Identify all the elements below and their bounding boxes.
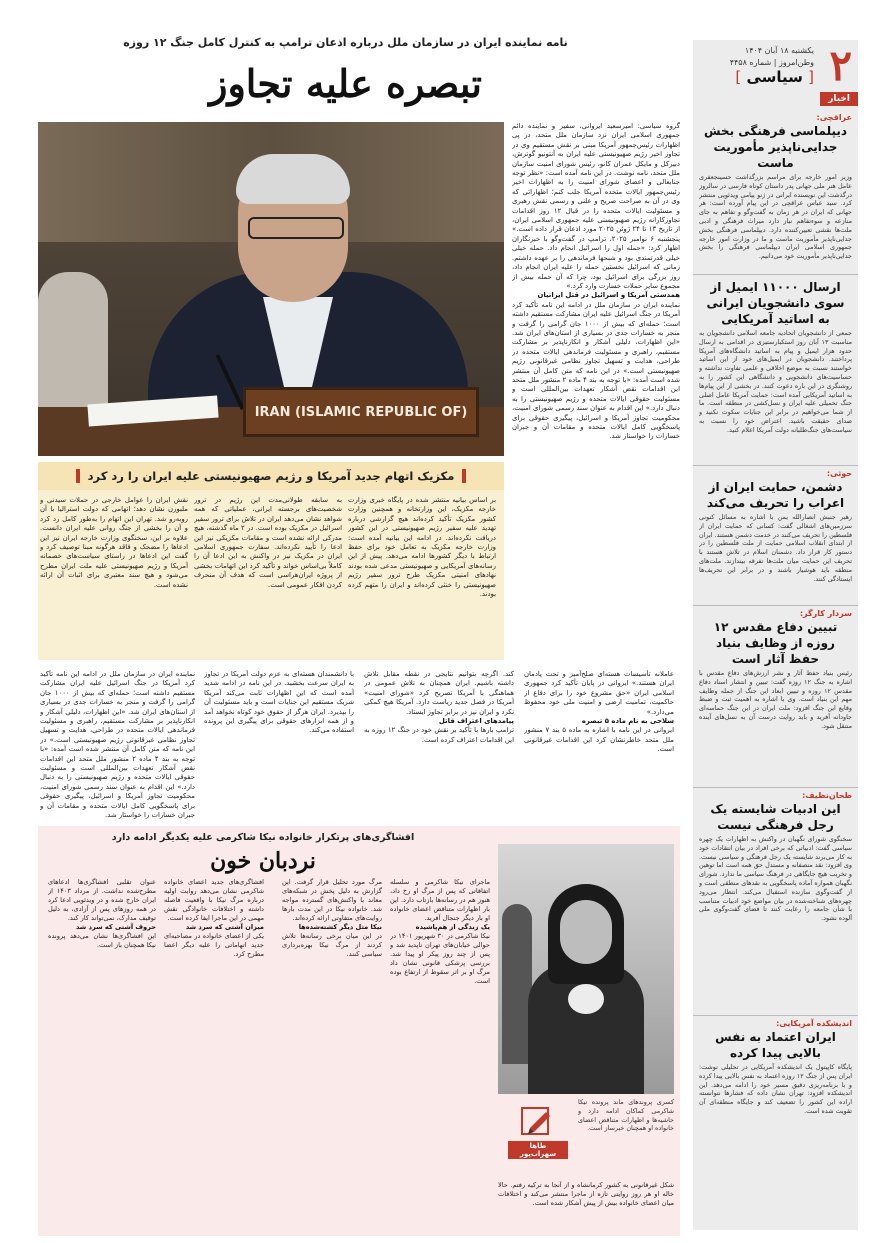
article-subheading: پیامدهای اعتراف قاتل [438,717,514,726]
photo-speaker-glasses [248,217,344,239]
feature-column [282,878,382,1230]
section-name [735,68,814,86]
feature-text: یکی از اعضای خانواده در مصاحبه‌ای جدید اتهاماتی را علیه دیگر اعضا مطرح کرد. [164,932,264,958]
section-label: سیاسی [746,68,803,86]
banner-accent-bar [462,469,466,483]
article-text: کند. اگرچه بتوانیم نتایجی در نقطه مقابل تلاش داشته باشیم. ایران همچنان به تلاش عمومی در هماهنگی با آمریکا تصریح کرد «شورای امنیت» آمریکا در فصل جدید ریاست دارد. آمریکا هیچ کمکی نکرد و ایران نیز در برابر تجاوز ایستاد. [364,670,514,716]
author-name: طاها سهراب‌پور [508,1141,568,1159]
sidebar-news-item[interactable] [693,788,858,1016]
article-text: ترامپ بارها با تأکید بر نقش خود در جنگ ۱۲ روزه به این اقدامات اعتراف کرده است. [364,726,514,744]
photo-flowers [568,984,604,1014]
sub-article-header [38,462,504,490]
news-headline[interactable]: این ادبیات شایسته یک رجل فرهنگی نیست [710,802,841,832]
feature-photo-caption: کسری پروندهای ماند پرونده نیکا شاکرمی کماکان ادامه دارد و حاشیه‌ها و اظهارات متناقض اعضای خانواده او همچنان خبرساز است. [578,1098,674,1133]
feature-text: این افشاگری‌ها نشان می‌دهد پرونده نیکا همچنان باز است. [48,932,156,949]
sub-article-box [38,490,504,660]
sidebar [693,40,858,1230]
article-title[interactable]: تبصره علیه تجاوز [209,61,482,106]
news-body: پایگاه کاپیتول یک اندیشکده آمریکایی در تحلیلی نوشت: ایران پس از جنگ ۱۲ روزه اعتماد به نفس بالایی پیدا کرده و با برنامه‌ریزی دقیق مسیر خود را ادامه می‌دهد. این اندیشکده افزود: تهران نشان داده که فشارها نتوانسته اراده این کشور را تضعیف کند و جایگاه منطقه‌ای آن تقویت شده است. [699,1063,852,1115]
article-lead-text: گروه سیاسی: امیرسعید ایروانی، سفیر و نماینده دائم جمهوری اسلامی ایران نزد سازمان ملل متحد، در پی اظهارات رئیس‌جمهور آمریکا مبنی بر نقش مستقیم وی در تجاوز اخیر رژیم صهیونیستی علیه ایران به آنتونیو گوترش، دبیرکل و مایکل عمران کانو، رئیس شورای امنیت سازمان ملل متحد، نامه نوشت. در این نامه آمده است: «نظر توجه جنابعالی و اعضای شورای امنیت را به اظهارات اخیر رئیس‌جمهور ایالات متحده آمریکا جلب کنم؛ اظهاراتی که وی در آن به صراحت صریح و علنی و رسمی نقش رهبری و مسئولیت ایالات متحده را در قبال ۱۲ روز اقدامات تجاوزکارانه رژیم صهیونیستی علیه جمهوری اسلامی ایران، از تاریخ ۱۳ تا ۲۴ ژوئن ۲۰۲۵ مورد اذعان قرار داده است.» پنجشنبه ۶ نوامبر ۲۰۲۵، ترامپ در گفت‌وگو با خبرنگاران اظهار کرد: «حمله اول را اسرائیل انجام داد. حمله خیلی خیلی قدرتمندی بود و شبحها فرماندهی را بر عهده داشتم. زمانی که اسرائیل نخستین حمله را علیه ایران انجام داد، روز بزرگی برای اسرائیل بود، چرا که آن حمله بیش از مجموع سایر حملات خسارت وارد کرد.» [512,122,680,290]
page-number: ۲ [829,41,852,90]
news-headline[interactable]: دشمن، حمایت ایران از اعراب را تحریف می‌کند [706,480,845,510]
news-headline[interactable]: دیپلماسی فرهنگی بخش جدایی‌ناپذیر مأموریت ماست [703,124,848,170]
article-continued-column [204,670,354,820]
sidebar-news-list [693,110,858,1147]
sidebar-news-item[interactable] [693,1016,858,1147]
article-text: نماینده ایران در سازمان ملل در ادامه این نامه تأکید کرد آمریکا در جنگ اسرائیل علیه ایران مشارکت مستقیم داشته است؛ حمله‌ای که بیش از ۱۰۰۰ جان گرامی را گرفت و منجر به خسارات جدی در بسیاری از استان‌های ایران شد. «این اظهارات، دلیلی آشکار و انکارناپذیر بر مشارکت مستقیم، راهبری و مسئولیت فرماندهی ایالات متحده در طراحی، هدایت و تسهیل تجاوز نظامی غیرقانونی رژیم صهیونیستی است.» در این نامه که متن کامل آن منتشر شده است آمده: «با توجه به بند ۴ ماده ۲ منشور ملل متحد این اقدامات نقض آشکار تعهدات بین‌المللی است و مسئولیت حقوقی ایالات متحده و رژیم صهیونیستی را به دنبال دارد.» این اقدام به عنوان سند رسمی شورای امنیت، محکومیت تجاوز آمریکا و اسرائیل، پیگیری حقوقی برای پاسخگویی کامل ایالات متحده و مقامات آن و جبران خسارات را خواستار شد. [40,670,195,820]
sub-article-column: به سابقه طولانی‌مدت این رژیم در ترور شخصیت‌های برجسته ایرانی، عملیاتی که همه شواهد نشان می‌دهد ایران در تلاش برای ترور سفیر اسرائیل در مکزیک بوده است. در ۲ ماه گذشته، هیچ مدرکی ارائه نشده است و مقامات مکزیکی نیز این ادعا را تأیید نکرده‌اند. سفارت جمهوری اسلامی ایران در مکزیک نیز در واکنش به این ادعا آن را کاملاً بی‌اساس خواند و تأکید کرد این اتهامات بخشی از پروژه ایران‌هراسی است که هدف آن منحرف کردن افکار عمومی است. [194,496,342,589]
news-kicker: سردار کارگر: [799,609,852,618]
feature-text: افشاگری‌های جدید اعضای خانواده شاکرمی نشان می‌دهد روایت اولیه درباره مرگ نیکا با واقعیت فاصله داشته و اختلافات خانوادگی نقش مهمی در این ماجرا ایفا کرده است. [164,878,264,922]
feature-column [164,878,264,1230]
sub-article-title[interactable]: مکزیک اتهام جدید آمریکا و رژیم صهیونیستی علیه ایران را رد کرد [87,469,455,483]
author-byline [508,1104,568,1174]
feature-subheading: میزان آشتی که سرد شد [185,923,264,931]
article-text: با دانشمندان هسته‌ای به عزم دولت آمریکا در تجاوز به ایران سرعت بخشید. در این نامه در ادامه شدید آمده است که این اظهارات ثابت می‌کند آمریکا شریک مستقیم این جنایات است و باید مسئولیت آن را بپذیرد. ایران هرگز از حقوق خود کوتاه نخواهد آمد و از همه ابزارهای حقوقی برای پیگیری این پرونده استفاده می‌کند. [204,670,354,735]
feature-subheading: حروف آشتی که سرد شد [76,923,156,931]
article-continued-column [40,670,195,820]
news-kicker: حوثی: [826,469,852,478]
sidebar-news-item[interactable] [693,275,858,466]
feature-subheading: نیکا مثل دیگر کشته‌شده‌ها [298,923,382,931]
issue-number: وطن‌امروز | شماره ۴۴۵۸ [729,58,814,67]
news-tag: اخبار [820,92,858,106]
bracket-close: ] [735,68,742,86]
feature-bottom-text: شکل غیرقانونی به کشور کرمانشاه و از آنجا به ترکیه رفتم. حالا خاله او هر روز روایتی تازه از ماجرا منتشر می‌کند و اختلافات میان اعضای خانواده بیش از پیش آشکار شده است. [498,1181,674,1207]
article-text: ایروانی در این نامه با اشاره به ماده ۵ بند ۷ منشور ملل متحد خاطرنشان کرد این اقدامات غیرقانونی است. [524,726,674,754]
news-headline[interactable]: ارسال ۱۱۰۰۰ ایمیل از سوی دانشجویان ایرانی به اساتید آمریکایی [706,280,845,326]
feature-text: مرگ مورد تحلیل قرار گرفت. این گزارش به دلیل پخش در شبکه‌های معاند با واکنش‌های گسترده مواجه شد. خانواده نیکا در این مدت بارها روایت‌های متفاوتی ارائه کرده‌اند. [282,878,382,922]
sub-article-column: نقش ایران را عوامل خارجی در حملات سیدنی و ملبورن نشان دهد؛ اتهامی که دولت استرالیا با آن روبه‌رو شد. تهران این اتهام را به‌طور کامل رد کرد و آن را بخشی از جنگ روانی علیه ایران دانست. علاوه بر این، سخنگوی وزارت خارجه ایران نیز این ادعاها را مضحک و فاقد هرگونه مبنا توصیف کرد و گفت این ادعاها در راستای سیاست‌های خصمانه آمریکا و رژیم صهیونیستی علیه ملت ایران مطرح می‌شود و هیچ سند معتبری برای اثبات آن ارائه نشده است. [40,496,188,589]
photo-speaker-hair [236,154,350,204]
news-body: وزیر امور خارجه برای مراسم بزرگداشت حسینجعفری عامل هنر ملی جهانی پدر داستان کوتاه فارسی در سالروز درگذشت این نویسنده ایرانی در ژنو پیامی ویدئویی منتشر کرد. سید عباس عراقچی در این پیام آورده است: هر جهانی که ایران در هر زمان به گفت‌وگو و تفاهم به جای منازعه و سوءتفاهم نیاز دارد میراث فرهنگی و ادبی ملت‌ها نقشی تعیین‌کننده دارد. دیپلماسی فرهنگی بخش جدایی‌ناپذیر مأموریت ماست و ما در وزارت امور خارجه جمهوری اسلامی ایران دیپلماسی فرهنگی را بخش جدایی‌ناپذیر مأموریت خود می‌دانیم. [699,173,852,261]
news-headline[interactable]: ایران اعتماد به نفس بالایی پیدا کرده [715,1030,836,1060]
feature-column [390,878,490,1230]
article-lead-column [512,122,680,657]
article-text: عاملانه تأسیسات هسته‌ای صلح‌آمیز و تحت پادمان ایران هستند.» ایروانی در پایان تأکید کرد جمهوری اسلامی ایران «حق مشروع خود را برای دفاع از حاکمیت، تمامیت ارضی و امنیت ملی خود محفوظ می‌دارد.» [524,670,674,716]
sub-article-column: بر اساس بیانیه منتشر شده در پایگاه خبری وزارت خارجه مکزیک، این وزارتخانه و همچنین وزارت کشور مکزیک تأکید کرده‌اند هیچ گزارشی درباره تهدید علیه سفیر رژیم صهیونیستی در این کشور دریافت نکرده‌اند. در ادامه این بیانیه آمده است: وزارت خارجه مکزیک به تعامل خود برای حفظ ارتباط با دیگر کشورها ادامه می‌دهد. پیش از این رسانه‌های آمریکایی و صهیونیستی مدعی شده بودند نهادهای امنیتی مکزیک طرح ترور سفیر رژیم صهیونیستی را خنثی کرده‌اند و ایران را متهم کرده بودند. [348,496,496,599]
news-kicker: طحان‌نظیف: [802,791,852,800]
masthead [693,40,858,92]
news-body: جمعی از دانشجویان اتحادیه جامعه اسلامی دانشجویان به مناسبت ۱۳ آبان روز استکبارستیزی در اقدامی به ارسال حدود هزار ایمیل و پیام به اساتید دانشگاه‌های آمریکا پرداختند. دانشجویان در ایمیل‌های خود از این اساتید خواستند نسبت به موضع اخلاقی و علمی تفاوت نداشته و حساسیت‌های دانشجویی و دانشگاهی این کشور را به روشنگری در این باره دعوت کنند. در بخشی از این پیام‌ها به اساتید آمریکایی آمده است: حمایت آمریکا عامل اصلی جنگ تحمیلی علیه ایران و نسل‌کشی در منطقه است. ما از شما می‌خواهیم در برابر این جنایات سکوت نکنید و صدای حقیقت باشید. اعتراض خود را نسبت به سیاست‌های جنگ‌طلبانه دولت آمریکا اعلام کنید. [699,329,852,434]
article-lead-text-2: نماینده ایران در سازمان ملل در ادامه این نامه تأکید کرد آمریکا در جنگ اسرائیل علیه ایران مشارکت مستقیم داشته است؛ حمله‌ای که بیش از ۱۰۰۰ جان گرامی را گرفت و منجر به خسارات جدی در بسیاری از استان‌های ایران شد. «این اظهارات، دلیلی آشکار و انکارناپذیر بر مشارکت مستقیم، راهبری و مسئولیت فرماندهی ایالات متحده در طراحی، هدایت و تسهیل تجاوز نظامی غیرقانونی رژیم صهیونیستی است.» در این نامه که متن کامل آن منتشر شده است آمده: «با توجه به بند ۴ ماده ۲ منشور ملل متحد این اقدامات نقض آشکار تعهدات بین‌المللی است و مسئولیت حقوقی ایالات متحده و رژیم صهیونیستی را به دنبال دارد.» این اقدام به عنوان سند رسمی شورای امنیت، محکومیت تجاوز آمریکا و اسرائیل، پیگیری حقوقی برای پاسخگویی کامل ایالات متحده و مقامات آن و جبران خسارات را خواستار شد. [512,300,680,441]
article-photo [38,122,504,456]
news-body: سخنگوی شورای نگهبان در واکنش به اظهارات یک چهره سیاسی گفت: ادبیاتی که برخی افراد در بیان انتقادات خود به کار می‌برند شایسته یک رجل فرهنگی و سیاسی نیست. وی افزود: نقد منصفانه و مستدل حق همه است اما توهین و تخریب هیچ جایگاهی در فرهنگ سیاسی ما ندارد. شورای نگهبان همواره آماده پاسخگویی به نقدهای منطقی است و از گفت‌وگوی سازنده استقبال می‌کند. انتظار می‌رود چهره‌های شناخته‌شده در بیان مواضع خود ادبیات متناسب با شأن جامعه را رعایت کنند تا فضای گفت‌وگوی ملی آلوده نشود. [699,835,852,923]
photo-nameplate: IRAN (ISLAMIC REPUBLIC OF) [243,387,479,437]
sidebar-news-item[interactable] [693,466,858,606]
news-kicker: عراقچی: [816,113,852,122]
feature-box [38,826,680,1236]
article-overline: نامه نماینده ایران در سازمان ملل درباره اذعان ترامپ به کنترل کامل جنگ ۱۲ روزه [123,36,568,49]
bracket-open: [ [808,68,814,86]
banner-accent-bar [76,469,80,483]
sidebar-news-item[interactable] [693,110,858,275]
pen-icon [520,1104,556,1138]
news-body: رئیس بنیاد حفظ آثار و نشر ارزش‌های دفاع مقدس با اشاره به جنگ ۱۲ روزه گفت: تبیین و انتشار اسناد دفاع مقدس ۱۲ روزه و تبیین ابعاد این جنگ از جمله وظایف مهم این بنیاد است. وی با اشاره به اهمیت ثبت و ضبط وقایع این جنگ افزود: ملت ایران در این جنگ حماسه‌ای جاودانه آفرید و باید روایت درست آن به نسل‌های آینده منتقل شود. [699,669,852,730]
feature-subheading: یک زندگی از هم‌پاشیده [415,923,490,931]
sidebar-news-item[interactable] [693,606,858,788]
feature-text: ماجرای نیکا شاکرمی و سلسله اتفاقاتی که پس از مرگ او رخ داد، هنوز هم در رسانه‌ها بازتاب دارد. این بار اظهارات متناقض اعضای خانواده او بار دیگر جنجال آفرید. [390,878,490,922]
news-kicker: اندیشکده آمریکایی: [776,1019,852,1028]
article-subheading: سلاحی به نام ماده ۵ تبصره [581,717,674,726]
news-headline[interactable]: تبیین دفاع مقدس ۱۲ روزه از وظایف بنیاد حفظ آثار است [713,620,838,666]
feature-column [48,878,156,1230]
feature-text: عنوان تقلبی افشاگری‌ها ادعاهای مطرح‌شده نداشت. از مرداد ۱۴۰۳ از ایران خارج شده و در ویدئویی ادعا کرد در همه روزهای پس از آزادی، به دلیل توقیف مدارک، نمی‌تواند کار کند. [48,878,156,922]
feature-overline: افشاگری‌های پرتکرار خانواده نیکا شاکرمی علیه یکدیگر ادامه دارد [111,832,415,843]
feature-title[interactable]: نردبان خون [210,848,316,874]
photo-woman-face [560,900,612,964]
feature-text: نیکا شاکرمی در ۳۰ شهریور ۱۴۰۱ در حوالی خیابان‌های تهران ناپدید شد و پس از چند روز پیکر او پیدا شد. بررسی پزشکی قانونی نشان داد مرگ او بر اثر سقوط از ارتفاع بوده است. [390,932,490,985]
article-continued-column [364,670,514,820]
issue-date: یکشنبه ۱۸ آبان ۱۴۰۴ [744,46,814,55]
article-continued-column [524,670,674,820]
feature-photo [498,844,674,1094]
news-body: رهبر جنبش انصارالله یمن با اشاره به مسائل کنونی سرزمین‌های اشغالی گفت: کسانی که حمایت ایران از فلسطین را تحریف می‌کنند در خدمت دشمن هستند. ایران از ابتدای انقلاب اسلامی حمایت از ملت فلسطین را در دستور کار قرار داد. دشمنان اسلام در تلاش هستند با تحریف این حمایت میان ملت‌ها تفرقه بیندازند. ملت‌های منطقه باید هوشیار باشند و در برابر این تحریف‌ها ایستادگی کنند. [699,513,852,583]
feature-text: در این میان برخی رسانه‌ها تلاش کردند از مرگ نیکا بهره‌برداری سیاسی کنند. [282,932,382,958]
article-subheading: همدستی آمریکا و اسرائیل در قتل ایرانیان [537,291,680,300]
